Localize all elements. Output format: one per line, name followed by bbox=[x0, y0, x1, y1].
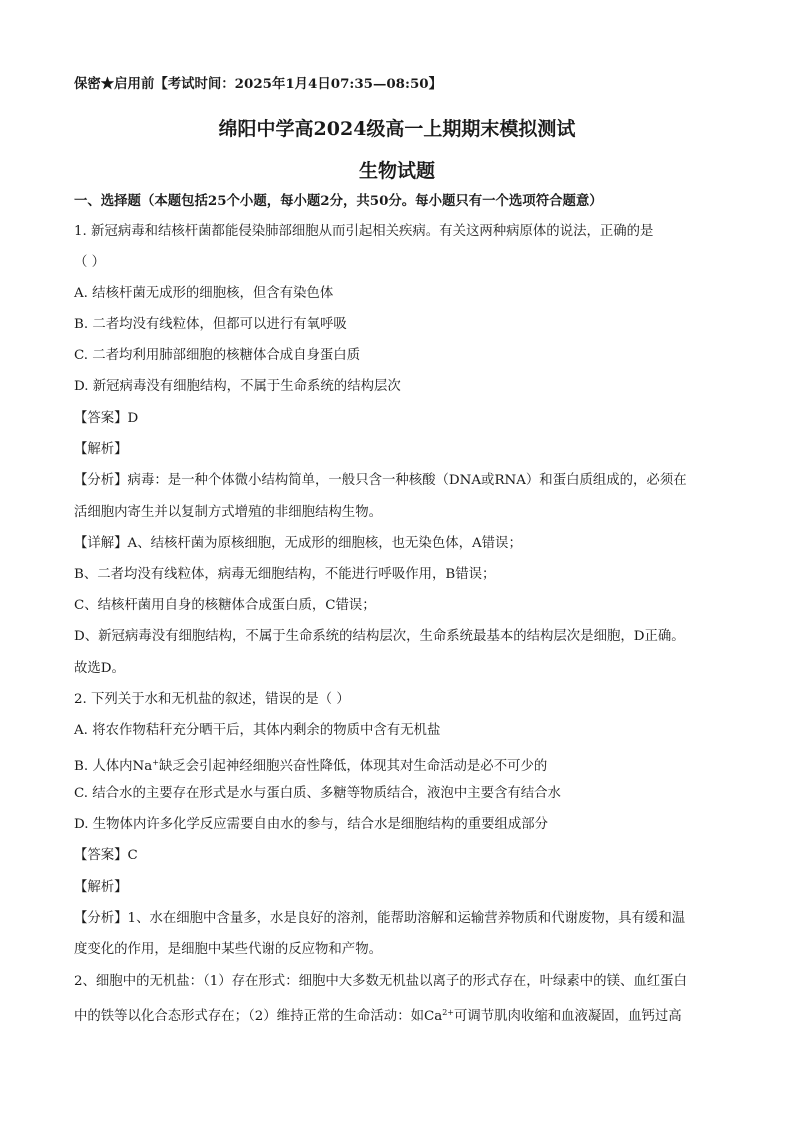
q1-analysis-line: 活细胞内寄生并以复制方式增殖的非细胞结构生物。 bbox=[74, 505, 382, 520]
q2-stem: 2. 下列关于水和无机盐的叙述，错误的是（ ） bbox=[74, 692, 350, 707]
q1-option-c: C. 二者均利用肺部细胞的核糖体合成自身蛋白质 bbox=[74, 348, 361, 363]
q1-stem: 1. 新冠病毒和结核杆菌都能侵染肺部细胞从而引起相关疾病。有关这两种病原体的说法，正确的是 bbox=[74, 224, 654, 239]
q1-blank: （ ） bbox=[74, 255, 106, 270]
q2-analysis-line bbox=[74, 1004, 682, 1026]
school-title: 绵阳中学高2024级高一上期期末模拟测试 bbox=[218, 118, 576, 140]
q1-detail-line: B、二者均没有线粒体，病毒无细胞结构，不能进行呼吸作用，B错误； bbox=[74, 567, 496, 582]
q1-detail-line: D、新冠病毒没有细胞结构，不属于生命系统的结构层次，生命系统最基本的结构层次是细胞，D正确。 bbox=[74, 629, 685, 644]
subject-title: 生物试题 bbox=[358, 160, 435, 182]
superscript: 2+ bbox=[442, 1008, 454, 1017]
q1-answer: 【答案】D bbox=[74, 411, 139, 426]
q1-detail-line: 故选D。 bbox=[74, 661, 125, 676]
q2-option-b-text: B. 人体内Na bbox=[74, 759, 153, 774]
q2-analysis-label: 【解析】 bbox=[74, 880, 128, 895]
q1-detail-line: C、结核杆菌用自身的核糖体合成蛋白质，C错误； bbox=[74, 598, 376, 613]
section-heading: 一、选择题（本题包括25个小题，每小题2分，共50分。每小题只有一个选项符合题意） bbox=[74, 193, 603, 209]
q2-option-a: A. 将农作物秸秆充分晒干后，其体内剩余的物质中含有无机盐 bbox=[74, 723, 441, 738]
q1-option-b: B. 二者均没有线粒体，但都可以进行有氧呼吸 bbox=[74, 317, 347, 332]
q2-option-b bbox=[74, 754, 547, 776]
q2-answer: 【答案】C bbox=[74, 848, 138, 863]
q2-analysis-line: 【分析】1、水在细胞中含量多，水是良好的溶剂，能帮助溶解和运输营养物质和代谢废物，具有缓和温 bbox=[74, 911, 686, 926]
q2-analysis-line: 2、细胞中的无机盐：（1）存在形式：细胞中大多数无机盐以离子的形式存在，叶绿素中的镁、血红蛋白 bbox=[74, 974, 687, 989]
q2-option-c: C. 结合水的主要存在形式是水与蛋白质、多糖等物质结合，液泡中主要含有结合水 bbox=[74, 786, 561, 801]
q2-option-d: D. 生物体内许多化学反应需要自由水的参与，结合水是细胞结构的重要组成部分 bbox=[74, 817, 549, 832]
q1-analysis-line: 【分析】病毒：是一种个体微小结构简单，一般只含一种核酸（DNA或RNA）和蛋白质组成的，必须在 bbox=[74, 473, 687, 488]
q2-option-b-text: 缺乏会引起神经细胞兴奋性降低，体现其对生命活动是必不可少的 bbox=[158, 759, 548, 774]
q1-option-a: A. 结核杆菌无成形的细胞核，但含有染色体 bbox=[74, 286, 334, 301]
confidential-header: 保密★启用前【考试时间：2025年1月4日07:35—08:50】 bbox=[74, 76, 442, 92]
q2-analysis-line: 度变化的作用，是细胞中某些代谢的反应物和产物。 bbox=[74, 942, 382, 957]
q1-detail-line: 【详解】A、结核杆菌为原核细胞，无成形的细胞核，也无染色体，A错误； bbox=[74, 536, 522, 551]
q1-option-d: D. 新冠病毒没有细胞结构，不属于生命系统的结构层次 bbox=[74, 379, 401, 394]
q1-analysis-label: 【解析】 bbox=[74, 442, 128, 457]
q2-analysis-text: 可调节肌肉收缩和血液凝固，血钙过高 bbox=[454, 1009, 682, 1024]
q2-analysis-text: 中的铁等以化合态形式存在；（2）维持正常的生命活动：如Ca bbox=[74, 1009, 443, 1024]
superscript: + bbox=[152, 758, 159, 767]
